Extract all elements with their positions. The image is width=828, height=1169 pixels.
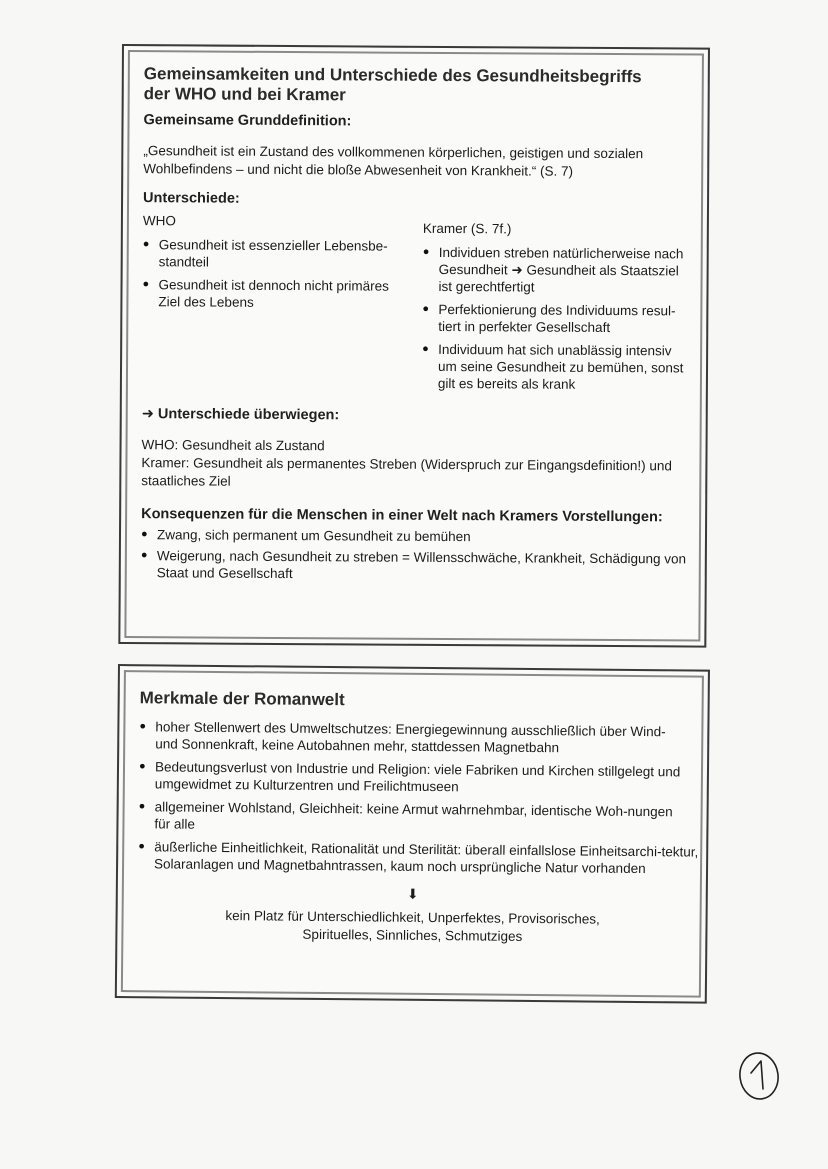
kramer-item: ● Individuen streben natürlicherweise nach Gesundheit ➜ Gesundheit als Staatsziel ist gerechtfertigt — [422, 244, 688, 297]
comparison-box-content — [141, 64, 690, 584]
novel-world-item: ● hoher Stellenwert des Umweltschutzes: Energiegewinnung ausschließlich über Wind- und Sonnenkraft, keine Autobahnen mehr, stattdessen Magnetbahn — [139, 718, 675, 757]
common-definition-heading: Gemeinsame Grunddefinition: — [143, 112, 352, 130]
conclusion-line-2: Spirituelles, Sinnliches, Schmutziges — [302, 926, 523, 944]
handwritten-page-number — [737, 1049, 781, 1103]
who-item: ● Gesundheit ist dennoch nicht primäres Ziel des Lebens — [142, 276, 408, 312]
who-summary: WHO: Gesundheit als Zustand — [141, 437, 325, 454]
kramer-item: ● Individuum hat sich unablässig intensiv um seine Gesundheit zu bemühen, sonst gilt es bereits als krank — [422, 341, 688, 394]
consequences-list — [141, 526, 687, 584]
who-list — [142, 236, 408, 312]
novel-world-item: ● allgemeiner Wohlstand, Gleichheit: keine Armut wahrnehmbar, identische Woh-nungen für alle — [138, 798, 684, 837]
conclusion-line-1: kein Platz für Unterschiedlichkeit, Unperfektes, Provisorisches, — [225, 908, 600, 927]
kramer-item: ● Perfektionierung des Individuums resul-tiert in perfekter Gesellschaft — [422, 301, 688, 337]
comparison-box — [118, 44, 710, 648]
novel-world-item: ● Bedeutungsverlust von Industrie und Religion: viele Fabriken und Kirchen stillgelegt und umgewidmet zu Kulturzentren und Freilichtmuseen — [139, 758, 705, 797]
who-definition-quote: „Gesundheit ist ein Zustand des vollkommenen körperlichen, geistigen und sozialen Wohlbefindens – und nicht die bloße Abwesenheit von Krankheit.“ (S. 7) — [143, 143, 644, 179]
comparison-title: Gemeinsamkeiten und Unterschiede des Gesundheitsbegriffs der WHO und bei Kramer — [143, 64, 642, 105]
who-item: ● Gesundheit ist essenzieller Lebensbe-standteil — [143, 236, 409, 272]
differences-prevail-heading — [142, 406, 688, 425]
consequence-item: ● Zwang, sich permanent um Gesundheit zu bemühen — [141, 526, 687, 546]
novel-world-box-content — [137, 688, 699, 947]
differences-prevail-label: Unterschiede überwiegen: — [157, 406, 340, 424]
who-label: WHO — [142, 213, 176, 229]
kramer-summary: Kramer: Gesundheit als permanentes Streben (Widerspruch zur Eingangsdefinition!) und staatliches Ziel — [141, 455, 673, 489]
differences-columns — [142, 212, 689, 399]
novel-world-item: ● äußerliche Einheitlichkeit, Rationalität und Sterilität: überall einfallslose Einheitsarchi-tektur, Solaranlagen und Magnetbahntrassen, kaum noch ursprüngliche Natur vorhanden — [138, 838, 704, 877]
kramer-list — [422, 244, 689, 394]
circle-number-icon — [737, 1049, 781, 1103]
novel-world-list — [138, 718, 699, 877]
kramer-column — [422, 214, 689, 400]
novel-world-box — [115, 664, 710, 1004]
arrow-down-icon: ⬇ — [406, 885, 419, 902]
consequence-item: ● Weigerung, nach Gesundheit zu streben = Willensschwäche, Krankheit, Schädigung von Staat und Gesellschaft — [141, 547, 687, 584]
kramer-label: Kramer (S. 7f.) — [422, 220, 512, 237]
who-column — [142, 212, 409, 398]
novel-world-title: Merkmale der Romanwelt — [139, 688, 345, 710]
arrow-right-icon: ➜ — [141, 406, 154, 423]
differences-heading: Unterschiede: — [143, 190, 240, 207]
consequences-heading: Konsequenzen für die Menschen in einer Welt nach Kramers Vorstellungen: — [141, 506, 663, 526]
